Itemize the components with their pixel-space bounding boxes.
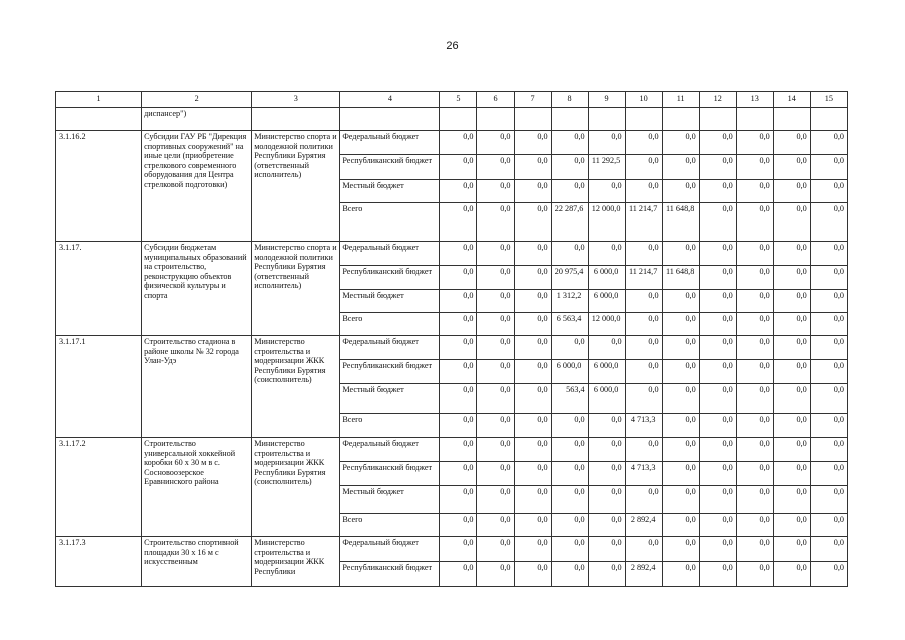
amount-cell: 0,0 [440,313,477,336]
amount-cell: 0,0 [773,486,810,514]
amount-cell: 0,0 [440,438,477,462]
amount-cell: 0,0 [588,514,625,537]
amount-cell: 0,0 [625,180,662,203]
amount-cell: 0,0 [477,242,514,266]
amount-cell: 0,0 [662,360,699,384]
amount-cell: 0,0 [477,486,514,514]
item-name: Субсидии ГАУ РБ "Дирекция спортивных сооружений" на иные цели (приобретение стрелкового современного оборудования для Центра стрелковой подготовки) [142,131,252,242]
amount-cell: 6 000,0 [551,360,588,384]
funding-source: Федеральный бюджет [340,438,440,462]
amount-cell: 0,0 [662,537,699,562]
amount-cell: 0,0 [773,537,810,562]
amount-cell: 0,0 [514,131,551,155]
amount-cell: 0,0 [440,360,477,384]
amount-cell: 0,0 [514,290,551,313]
column-number: 10 [625,92,662,108]
funding-source: Республиканский бюджет [340,462,440,486]
amount-cell: 0,0 [773,360,810,384]
amount-cell: 0,0 [810,384,847,414]
amount-cell: 0,0 [773,180,810,203]
amount-cell: 0,0 [477,155,514,180]
amount-cell: 0,0 [736,486,773,514]
amount-cell: 0,0 [810,562,847,587]
amount-cell: 0,0 [477,203,514,242]
amount-cell: 6 000,0 [588,290,625,313]
amount-cell: 0,0 [477,360,514,384]
empty-cell [551,108,588,131]
amount-cell: 0,0 [588,537,625,562]
amount-cell: 0,0 [662,514,699,537]
amount-cell: 0,0 [773,290,810,313]
amount-cell: 0,0 [810,131,847,155]
funding-source: Федеральный бюджет [340,131,440,155]
funding-source: Местный бюджет [340,384,440,414]
amount-cell: 0,0 [810,537,847,562]
amount-cell: 0,0 [440,514,477,537]
amount-cell: 0,0 [773,336,810,360]
amount-cell: 0,0 [773,514,810,537]
amount-cell: 11 214,7 [625,266,662,290]
amount-cell: 12 000,0 [588,313,625,336]
amount-cell: 0,0 [699,414,736,438]
amount-cell: 11 648,8 [662,266,699,290]
amount-cell: 0,0 [514,514,551,537]
amount-cell: 0,0 [699,336,736,360]
amount-cell: 0,0 [736,242,773,266]
table-row [56,131,848,155]
table-body [56,92,848,587]
amount-cell: 0,0 [440,414,477,438]
amount-cell: 0,0 [514,438,551,462]
amount-cell: 0,0 [773,203,810,242]
amount-cell: 0,0 [773,155,810,180]
column-number: 8 [551,92,588,108]
amount-cell: 0,0 [773,438,810,462]
table-row [56,438,848,462]
page-number: 26 [446,40,459,52]
column-number: 12 [699,92,736,108]
amount-cell: 0,0 [588,562,625,587]
column-number: 3 [252,92,340,108]
column-number: 11 [662,92,699,108]
amount-cell: 6 000,0 [588,266,625,290]
column-number: 6 [477,92,514,108]
item-code: 3.1.17.1 [56,336,142,438]
amount-cell: 0,0 [736,336,773,360]
amount-cell: 0,0 [588,336,625,360]
amount-cell: 0,0 [773,242,810,266]
funding-source: Республиканский бюджет [340,266,440,290]
amount-cell: 0,0 [588,438,625,462]
table-row [56,336,848,360]
table-row [56,242,848,266]
amount-cell: 0,0 [514,537,551,562]
amount-cell: 0,0 [477,462,514,486]
amount-cell: 0,0 [810,313,847,336]
column-number-row [56,92,848,108]
amount-cell: 0,0 [810,203,847,242]
funding-source: Республиканский бюджет [340,155,440,180]
amount-cell: 0,0 [514,486,551,514]
amount-cell: 0,0 [477,537,514,562]
amount-cell: 0,0 [440,486,477,514]
empty-cell [810,108,847,131]
funding-source: Местный бюджет [340,180,440,203]
amount-cell: 0,0 [588,462,625,486]
column-number: 4 [340,92,440,108]
amount-cell: 0,0 [736,537,773,562]
amount-cell: 0,0 [477,290,514,313]
funding-source: Всего [340,514,440,537]
amount-cell: 0,0 [514,313,551,336]
amount-cell: 11 292,5 [588,155,625,180]
amount-cell: 0,0 [736,384,773,414]
empty-cell [625,108,662,131]
column-number: 13 [736,92,773,108]
amount-cell: 0,0 [810,242,847,266]
amount-cell: 0,0 [736,360,773,384]
amount-cell: 0,0 [699,462,736,486]
amount-cell: 0,0 [662,313,699,336]
amount-cell: 0,0 [551,562,588,587]
amount-cell: 0,0 [477,384,514,414]
amount-cell: 0,0 [810,290,847,313]
item-code: 3.1.17. [56,242,142,336]
item-executor: Министерство спорта и молодежной политики Республики Бурятия (ответственный исполнитель) [252,131,340,242]
amount-cell: 0,0 [662,242,699,266]
funding-source: Федеральный бюджет [340,537,440,562]
amount-cell: 0,0 [625,290,662,313]
amount-cell: 0,0 [662,180,699,203]
amount-cell: 0,0 [699,266,736,290]
amount-cell: 20 975,4 [551,266,588,290]
continuation-row [56,108,848,131]
amount-cell: 0,0 [736,155,773,180]
continuation-text: диспансер") [142,108,252,131]
amount-cell: 0,0 [625,360,662,384]
empty-cell [662,108,699,131]
amount-cell: 0,0 [662,438,699,462]
budget-table [55,91,848,587]
amount-cell: 0,0 [588,131,625,155]
amount-cell: 0,0 [625,131,662,155]
amount-cell: 6 000,0 [588,360,625,384]
amount-cell: 0,0 [773,266,810,290]
amount-cell: 0,0 [810,266,847,290]
amount-cell: 0,0 [477,313,514,336]
column-number: 1 [56,92,142,108]
amount-cell: 0,0 [736,313,773,336]
funding-source: Всего [340,203,440,242]
amount-cell: 0,0 [810,514,847,537]
empty-cell [56,108,142,131]
amount-cell: 0,0 [662,336,699,360]
empty-cell [736,108,773,131]
amount-cell: 2 892,4 [625,562,662,587]
amount-cell: 0,0 [662,414,699,438]
amount-cell: 6 000,0 [588,384,625,414]
item-name: Строительство универсальной хоккейной коробки 60 х 30 м в с. Сосновоозерское Еравнинского района [142,438,252,537]
funding-source: Местный бюджет [340,486,440,514]
empty-cell [477,108,514,131]
amount-cell: 0,0 [736,438,773,462]
amount-cell: 0,0 [810,438,847,462]
amount-cell: 0,0 [514,336,551,360]
item-executor: Министерство спорта и молодежной политики Республики Бурятия (ответственный исполнитель) [252,242,340,336]
amount-cell: 0,0 [699,180,736,203]
amount-cell: 0,0 [736,562,773,587]
item-executor: Министерство строительства и модернизации ЖКК Республики [252,537,340,587]
amount-cell: 0,0 [588,242,625,266]
amount-cell: 0,0 [699,242,736,266]
amount-cell: 0,0 [440,203,477,242]
amount-cell: 0,0 [551,336,588,360]
amount-cell: 0,0 [588,414,625,438]
amount-cell: 0,0 [736,266,773,290]
amount-cell: 4 713,3 [625,462,662,486]
table-row [56,537,848,562]
amount-cell: 0,0 [514,266,551,290]
item-name: Строительство спортивной площадки 30 х 16 м с искусственным [142,537,252,587]
amount-cell: 0,0 [440,180,477,203]
amount-cell: 0,0 [699,438,736,462]
amount-cell: 6 563,4 [551,313,588,336]
item-executor: Министерство строительства и модернизации ЖКК Республики Бурятия (соисполнитель) [252,336,340,438]
amount-cell: 0,0 [736,203,773,242]
amount-cell: 0,0 [699,384,736,414]
amount-cell: 0,0 [736,514,773,537]
amount-cell: 0,0 [736,131,773,155]
amount-cell: 0,0 [662,290,699,313]
empty-cell [773,108,810,131]
amount-cell: 0,0 [699,290,736,313]
item-name: Строительство стадиона в районе школы № 32 города Улан-Удэ [142,336,252,438]
amount-cell: 0,0 [551,438,588,462]
amount-cell: 0,0 [514,155,551,180]
amount-cell: 4 713,3 [625,414,662,438]
amount-cell: 11 214,7 [625,203,662,242]
amount-cell: 0,0 [477,514,514,537]
funding-source: Местный бюджет [340,290,440,313]
amount-cell: 0,0 [551,486,588,514]
amount-cell: 0,0 [551,414,588,438]
column-number: 2 [142,92,252,108]
empty-cell [440,108,477,131]
item-code: 3.1.16.2 [56,131,142,242]
amount-cell: 0,0 [477,180,514,203]
amount-cell: 0,0 [736,462,773,486]
funding-source: Всего [340,313,440,336]
amount-cell: 0,0 [625,242,662,266]
amount-cell: 0,0 [736,414,773,438]
item-executor: Министерство строительства и модернизации ЖКК Республики Бурятия (соисполнитель) [252,438,340,537]
amount-cell: 0,0 [625,384,662,414]
amount-cell: 563,4 [551,384,588,414]
amount-cell: 0,0 [477,414,514,438]
amount-cell: 0,0 [625,336,662,360]
amount-cell: 0,0 [736,290,773,313]
empty-cell [252,108,340,131]
amount-cell: 0,0 [588,180,625,203]
amount-cell: 0,0 [810,360,847,384]
amount-cell: 0,0 [440,290,477,313]
amount-cell: 0,0 [662,131,699,155]
amount-cell: 0,0 [625,486,662,514]
amount-cell: 0,0 [699,203,736,242]
funding-source: Всего [340,414,440,438]
amount-cell: 0,0 [551,537,588,562]
item-name: Субсидии бюджетам муниципальных образований на строительство, реконструкцию объектов физической культуры и спорта [142,242,252,336]
amount-cell: 0,0 [551,155,588,180]
amount-cell: 0,0 [551,462,588,486]
amount-cell: 0,0 [440,242,477,266]
amount-cell: 0,0 [477,336,514,360]
amount-cell: 0,0 [699,131,736,155]
amount-cell: 0,0 [773,131,810,155]
amount-cell: 0,0 [625,537,662,562]
amount-cell: 0,0 [810,180,847,203]
amount-cell: 0,0 [699,360,736,384]
amount-cell: 0,0 [440,384,477,414]
amount-cell: 0,0 [514,203,551,242]
amount-cell: 22 287,6 [551,203,588,242]
amount-cell: 0,0 [810,462,847,486]
amount-cell: 0,0 [662,155,699,180]
amount-cell: 0,0 [514,562,551,587]
column-number: 9 [588,92,625,108]
column-number: 7 [514,92,551,108]
amount-cell: 0,0 [477,131,514,155]
empty-cell [340,108,440,131]
amount-cell: 11 648,8 [662,203,699,242]
amount-cell: 0,0 [514,462,551,486]
amount-cell: 0,0 [551,242,588,266]
amount-cell: 0,0 [699,537,736,562]
amount-cell: 0,0 [699,562,736,587]
amount-cell: 0,0 [514,242,551,266]
funding-source: Федеральный бюджет [340,242,440,266]
column-number: 15 [810,92,847,108]
amount-cell: 0,0 [514,414,551,438]
amount-cell: 0,0 [514,180,551,203]
funding-source: Федеральный бюджет [340,336,440,360]
amount-cell: 0,0 [551,180,588,203]
amount-cell: 0,0 [514,360,551,384]
amount-cell: 0,0 [699,486,736,514]
amount-cell: 0,0 [551,514,588,537]
amount-cell: 0,0 [699,313,736,336]
amount-cell: 0,0 [662,486,699,514]
amount-cell: 0,0 [662,562,699,587]
amount-cell: 0,0 [440,336,477,360]
amount-cell: 0,0 [662,384,699,414]
amount-cell: 2 892,4 [625,514,662,537]
amount-cell: 0,0 [440,131,477,155]
amount-cell: 0,0 [736,180,773,203]
empty-cell [588,108,625,131]
item-code: 3.1.17.2 [56,438,142,537]
amount-cell: 0,0 [440,462,477,486]
amount-cell: 0,0 [588,486,625,514]
column-number: 14 [773,92,810,108]
amount-cell: 0,0 [625,313,662,336]
amount-cell: 0,0 [773,414,810,438]
amount-cell: 0,0 [625,438,662,462]
amount-cell: 0,0 [625,155,662,180]
amount-cell: 0,0 [773,313,810,336]
amount-cell: 0,0 [773,462,810,486]
amount-cell: 0,0 [514,384,551,414]
amount-cell: 0,0 [662,462,699,486]
amount-cell: 0,0 [440,155,477,180]
amount-cell: 0,0 [699,155,736,180]
amount-cell: 0,0 [477,438,514,462]
amount-cell: 0,0 [810,155,847,180]
empty-cell [699,108,736,131]
amount-cell: 12 000,0 [588,203,625,242]
funding-source: Республиканский бюджет [340,360,440,384]
funding-source: Республиканский бюджет [340,562,440,587]
amount-cell: 0,0 [477,562,514,587]
empty-cell [514,108,551,131]
amount-cell: 0,0 [699,514,736,537]
amount-cell: 0,0 [773,384,810,414]
amount-cell: 0,0 [773,562,810,587]
amount-cell: 0,0 [551,131,588,155]
amount-cell: 0,0 [810,486,847,514]
column-number: 5 [440,92,477,108]
amount-cell: 0,0 [477,266,514,290]
amount-cell: 0,0 [810,414,847,438]
item-code: 3.1.17.3 [56,537,142,587]
amount-cell: 1 312,2 [551,290,588,313]
amount-cell: 0,0 [810,336,847,360]
amount-cell: 0,0 [440,562,477,587]
amount-cell: 0,0 [440,537,477,562]
amount-cell: 0,0 [440,266,477,290]
